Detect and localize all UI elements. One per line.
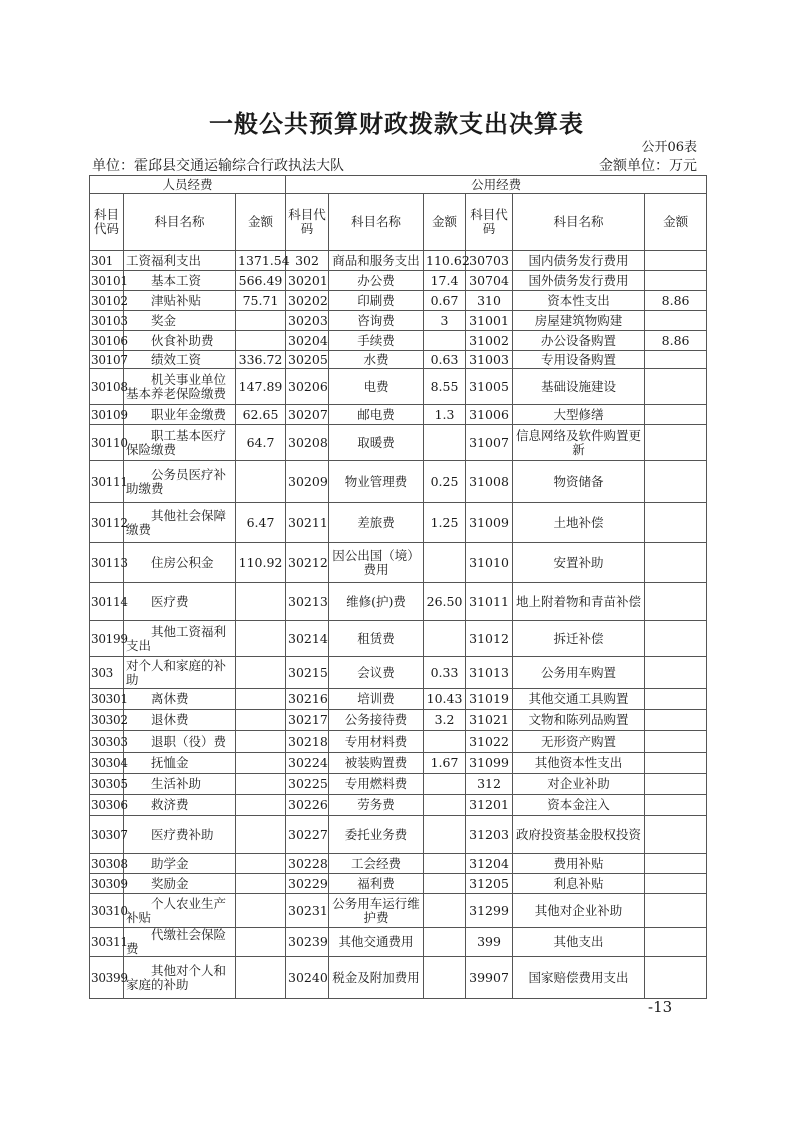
personnel-name: 助学金 — [124, 854, 236, 874]
capital-name: 专用设备购置 — [513, 351, 645, 369]
personnel-code: 30399 — [90, 957, 124, 999]
table-row — [90, 657, 707, 689]
personnel-amount: 1371.54 — [236, 251, 286, 271]
capital-code: 31299 — [466, 894, 513, 928]
personnel-amount: 147.89 — [236, 369, 286, 405]
public-amount — [424, 816, 466, 854]
public-code: 30240 — [286, 957, 329, 999]
capital-name: 其他支出 — [513, 928, 645, 957]
personnel-name: 退休费 — [124, 710, 236, 731]
personnel-code: 30304 — [90, 753, 124, 774]
capital-name: 无形资产购置 — [513, 731, 645, 753]
public-code: 30224 — [286, 753, 329, 774]
public-name: 专用材料费 — [329, 731, 424, 753]
public-code: 30211 — [286, 503, 329, 543]
public-code: 30214 — [286, 621, 329, 657]
personnel-amount — [236, 461, 286, 503]
personnel-amount: 62.65 — [236, 405, 286, 425]
personnel-name: 职工基本医疗保险缴费 — [124, 425, 236, 461]
table-row — [90, 753, 707, 774]
personnel-amount: 110.92 — [236, 543, 286, 583]
capital-name: 费用补贴 — [513, 854, 645, 874]
capital-name: 公务用车购置 — [513, 657, 645, 689]
personnel-name: 奖励金 — [124, 874, 236, 894]
capital-code: 30703 — [466, 251, 513, 271]
personnel-code: 30199 — [90, 621, 124, 657]
capital-name: 办公设备购置 — [513, 331, 645, 351]
public-code: 30204 — [286, 331, 329, 351]
public-name: 委托业务费 — [329, 816, 424, 854]
capital-name: 安置补助 — [513, 543, 645, 583]
personnel-code: 30109 — [90, 405, 124, 425]
public-amount: 1.3 — [424, 405, 466, 425]
public-amount: 0.33 — [424, 657, 466, 689]
public-name: 福利费 — [329, 874, 424, 894]
personnel-amount: 336.72 — [236, 351, 286, 369]
personnel-name: 医疗费补助 — [124, 816, 236, 854]
personnel-code: 30110 — [90, 425, 124, 461]
capital-name: 房屋建筑物购建 — [513, 311, 645, 331]
personnel-code: 30311 — [90, 928, 124, 957]
public-name: 税金及附加费用 — [329, 957, 424, 999]
capital-code: 31003 — [466, 351, 513, 369]
public-amount — [424, 425, 466, 461]
table-row — [90, 928, 707, 957]
personnel-name: 奖金 — [124, 311, 236, 331]
capital-code: 31009 — [466, 503, 513, 543]
capital-amount — [645, 405, 707, 425]
group-header-personnel: 人员经费 — [90, 176, 286, 194]
capital-name: 政府投资基金股权投资 — [513, 816, 645, 854]
personnel-amount — [236, 657, 286, 689]
public-amount — [424, 874, 466, 894]
personnel-amount: 566.49 — [236, 271, 286, 291]
table-row — [90, 351, 707, 369]
public-code: 30205 — [286, 351, 329, 369]
col-header-code: 科目代码 — [90, 194, 124, 251]
col-header-amount: 金额 — [236, 194, 286, 251]
table-row — [90, 731, 707, 753]
capital-name: 信息网络及软件购置更新 — [513, 425, 645, 461]
personnel-name: 代缴社会保险费 — [124, 928, 236, 957]
public-code: 30229 — [286, 874, 329, 894]
personnel-code: 30305 — [90, 774, 124, 795]
public-amount — [424, 894, 466, 928]
table-row — [90, 854, 707, 874]
public-name: 专用燃料费 — [329, 774, 424, 795]
capital-code: 31001 — [466, 311, 513, 331]
capital-amount — [645, 753, 707, 774]
capital-amount — [645, 271, 707, 291]
capital-code: 31007 — [466, 425, 513, 461]
public-code: 30225 — [286, 774, 329, 795]
table-row — [90, 621, 707, 657]
table-row — [90, 710, 707, 731]
personnel-amount — [236, 731, 286, 753]
personnel-code: 30301 — [90, 689, 124, 710]
form-number: 公开06表 — [641, 140, 697, 155]
public-amount: 3 — [424, 311, 466, 331]
public-amount — [424, 774, 466, 795]
personnel-name: 绩效工资 — [124, 351, 236, 369]
personnel-amount — [236, 795, 286, 816]
capital-amount — [645, 425, 707, 461]
capital-code: 31204 — [466, 854, 513, 874]
capital-amount — [645, 710, 707, 731]
public-code: 30226 — [286, 795, 329, 816]
public-name: 商品和服务支出 — [329, 251, 424, 271]
table-row — [90, 425, 707, 461]
capital-name: 物资储备 — [513, 461, 645, 503]
table-row — [90, 957, 707, 999]
capital-code: 31099 — [466, 753, 513, 774]
capital-code: 310 — [466, 291, 513, 311]
personnel-code: 30310 — [90, 894, 124, 928]
capital-code: 31005 — [466, 369, 513, 405]
public-name: 印刷费 — [329, 291, 424, 311]
capital-name: 利息补贴 — [513, 874, 645, 894]
public-name: 培训费 — [329, 689, 424, 710]
capital-name: 土地补偿 — [513, 503, 645, 543]
table-row — [90, 503, 707, 543]
public-name: 电费 — [329, 369, 424, 405]
personnel-code: 30111 — [90, 461, 124, 503]
personnel-amount: 6.47 — [236, 503, 286, 543]
personnel-code: 30112 — [90, 503, 124, 543]
public-code: 30203 — [286, 311, 329, 331]
capital-amount — [645, 621, 707, 657]
personnel-name: 个人农业生产补贴 — [124, 894, 236, 928]
unit-label: 单位：霍邱县交通运输综合行政执法大队 — [92, 158, 344, 174]
personnel-code: 30102 — [90, 291, 124, 311]
public-name: 租赁费 — [329, 621, 424, 657]
public-code: 30231 — [286, 894, 329, 928]
col-header-amount: 金额 — [424, 194, 466, 251]
public-code: 30202 — [286, 291, 329, 311]
capital-code: 30704 — [466, 271, 513, 291]
capital-amount — [645, 369, 707, 405]
public-amount: 17.4 — [424, 271, 466, 291]
personnel-name: 公务员医疗补助缴费 — [124, 461, 236, 503]
col-header-code: 科目代码 — [286, 194, 329, 251]
table-row — [90, 774, 707, 795]
capital-amount — [645, 874, 707, 894]
personnel-code: 30103 — [90, 311, 124, 331]
capital-code: 31203 — [466, 816, 513, 854]
personnel-code: 30107 — [91, 352, 128, 367]
public-name: 维修(护)费 — [329, 583, 424, 621]
capital-name: 国家赔偿费用支出 — [513, 957, 645, 999]
public-name: 办公费 — [329, 271, 424, 291]
personnel-amount — [236, 874, 286, 894]
capital-amount — [645, 894, 707, 928]
table-row — [90, 405, 707, 425]
public-name: 劳务费 — [329, 795, 424, 816]
table-row — [90, 816, 707, 854]
personnel-amount — [236, 816, 286, 854]
public-amount — [424, 731, 466, 753]
capital-code: 31006 — [466, 405, 513, 425]
public-code: 30209 — [286, 461, 329, 503]
capital-amount — [645, 774, 707, 795]
public-amount — [424, 795, 466, 816]
personnel-amount — [236, 311, 286, 331]
personnel-name: 其他社会保障缴费 — [124, 503, 236, 543]
public-name: 其他交通费用 — [329, 928, 424, 957]
col-header-code: 科目代码 — [466, 194, 513, 251]
personnel-amount — [236, 753, 286, 774]
personnel-code: 30106 — [90, 331, 124, 351]
personnel-amount: 75.71 — [236, 291, 286, 311]
table-row — [90, 874, 707, 894]
public-code: 30217 — [286, 710, 329, 731]
capital-code: 31019 — [466, 689, 513, 710]
public-amount: 110.62 — [424, 251, 466, 271]
capital-name: 对企业补助 — [513, 774, 645, 795]
personnel-amount — [236, 928, 286, 957]
capital-code: 31012 — [466, 621, 513, 657]
personnel-amount — [236, 854, 286, 874]
capital-amount: 8.86 — [645, 331, 707, 351]
public-code: 30201 — [286, 271, 329, 291]
personnel-amount — [236, 621, 286, 657]
personnel-name: 其他工资福利支出 — [124, 621, 236, 657]
table-row — [90, 689, 707, 710]
public-name: 因公出国（境）费用 — [329, 543, 424, 583]
capital-name: 资本性支出 — [513, 291, 645, 311]
personnel-amount — [236, 957, 286, 999]
public-code: 30206 — [286, 369, 329, 405]
personnel-code: 30308 — [90, 854, 124, 874]
personnel-code: 30113 — [90, 543, 124, 583]
public-amount: 3.2 — [424, 710, 466, 731]
col-header-amount: 金额 — [645, 194, 707, 251]
public-code: 30212 — [286, 543, 329, 583]
personnel-name: 工资福利支出 — [124, 251, 236, 271]
col-header-name: 科目名称 — [513, 194, 645, 251]
personnel-amount — [236, 583, 286, 621]
personnel-code: 30306 — [90, 795, 124, 816]
public-name: 被装购置费 — [329, 753, 424, 774]
capital-code: 31008 — [466, 461, 513, 503]
page-title: 一般公共预算财政拨款支出决算表 — [209, 110, 584, 138]
personnel-name: 住房公积金 — [124, 543, 236, 583]
capital-amount — [645, 795, 707, 816]
personnel-amount — [236, 894, 286, 928]
capital-amount — [645, 583, 707, 621]
capital-code: 31021 — [466, 710, 513, 731]
personnel-code: 30302 — [90, 710, 124, 731]
public-amount — [424, 854, 466, 874]
public-code: 302 — [286, 251, 329, 271]
public-amount — [424, 543, 466, 583]
table-row — [90, 369, 707, 405]
capital-name: 国外债务发行费用 — [513, 271, 645, 291]
table-row — [90, 583, 707, 621]
table-row — [90, 311, 707, 331]
public-amount: 0.63 — [424, 351, 466, 369]
capital-amount — [645, 461, 707, 503]
capital-amount — [645, 816, 707, 854]
personnel-code: 30309 — [90, 874, 124, 894]
public-name: 差旅费 — [329, 503, 424, 543]
capital-code: 31201 — [466, 795, 513, 816]
money-unit-label: 金额单位：万元 — [599, 158, 697, 174]
public-code: 30216 — [286, 689, 329, 710]
public-code: 30218 — [286, 731, 329, 753]
capital-code: 31002 — [466, 331, 513, 351]
personnel-name: 津贴补贴 — [124, 291, 236, 311]
capital-name: 国内债务发行费用 — [513, 251, 645, 271]
public-name: 咨询费 — [329, 311, 424, 331]
public-code: 30239 — [286, 928, 329, 957]
personnel-name: 伙食补助费 — [124, 331, 236, 351]
capital-amount — [645, 503, 707, 543]
group-header-row — [90, 176, 707, 194]
group-header-public: 公用经费 — [286, 176, 707, 194]
capital-amount — [645, 731, 707, 753]
personnel-name: 职业年金缴费 — [124, 405, 236, 425]
public-amount: 0.25 — [424, 461, 466, 503]
public-code: 30215 — [286, 657, 329, 689]
table-row — [90, 251, 707, 271]
capital-amount — [645, 689, 707, 710]
capital-code: 31011 — [466, 583, 513, 621]
public-name: 手续费 — [329, 331, 424, 351]
public-code: 30208 — [286, 425, 329, 461]
table-row — [90, 461, 707, 503]
capital-code: 31010 — [466, 543, 513, 583]
personnel-code: 303 — [90, 657, 124, 689]
public-code: 30227 — [286, 816, 329, 854]
public-amount: 26.50 — [424, 583, 466, 621]
capital-amount: 8.86 — [645, 291, 707, 311]
capital-amount — [645, 957, 707, 999]
personnel-amount — [236, 689, 286, 710]
personnel-name: 离休费 — [124, 689, 236, 710]
personnel-name: 机关事业单位基本养老保险缴费 — [124, 369, 236, 405]
personnel-name: 其他对个人和家庭的补助 — [124, 957, 236, 999]
public-name: 公务用车运行维护费 — [329, 894, 424, 928]
public-name: 物业管理费 — [329, 461, 424, 503]
col-header-name: 科目名称 — [124, 194, 236, 251]
capital-name: 大型修缮 — [513, 405, 645, 425]
public-amount — [424, 331, 466, 351]
personnel-amount — [236, 331, 286, 351]
public-amount: 8.55 — [424, 369, 466, 405]
personnel-name: 退职（役）费 — [124, 731, 236, 753]
personnel-name: 救济费 — [124, 795, 236, 816]
capital-code: 31205 — [466, 874, 513, 894]
public-amount — [424, 957, 466, 999]
personnel-code: 30108 — [90, 369, 124, 405]
personnel-name: 医疗费 — [124, 583, 236, 621]
capital-amount — [645, 928, 707, 957]
personnel-name: 生活补助 — [124, 774, 236, 795]
public-amount: 1.67 — [424, 753, 466, 774]
personnel-name: 基本工资 — [124, 271, 236, 291]
capital-code: 399 — [466, 928, 513, 957]
personnel-code: 30101 — [90, 271, 124, 291]
expenditure-table — [89, 175, 707, 999]
capital-name: 其他资本性支出 — [513, 753, 645, 774]
table-row — [90, 331, 707, 351]
table-row — [90, 894, 707, 928]
capital-name: 其他交通工具购置 — [513, 689, 645, 710]
column-header-row — [90, 194, 707, 251]
personnel-code: 301 — [90, 251, 124, 271]
public-name: 会议费 — [329, 657, 424, 689]
public-amount — [424, 621, 466, 657]
personnel-code: 30307 — [90, 816, 124, 854]
capital-amount — [645, 543, 707, 583]
capital-name: 文物和陈列品购置 — [513, 710, 645, 731]
public-amount: 0.67 — [424, 291, 466, 311]
public-code: 30213 — [286, 583, 329, 621]
capital-code: 312 — [466, 774, 513, 795]
capital-code: 31013 — [466, 657, 513, 689]
public-code: 30228 — [286, 854, 329, 874]
personnel-code: 30303 — [90, 731, 124, 753]
capital-name: 拆迁补偿 — [513, 621, 645, 657]
table-row — [90, 291, 707, 311]
public-code: 30207 — [286, 405, 329, 425]
table-row — [90, 543, 707, 583]
capital-amount — [645, 657, 707, 689]
personnel-code: 30114 — [90, 583, 124, 621]
public-name: 水费 — [329, 351, 424, 369]
page-number: -13 — [648, 998, 673, 1016]
public-name: 邮电费 — [329, 405, 424, 425]
capital-name: 其他对企业补助 — [513, 894, 645, 928]
table-row — [90, 271, 707, 291]
personnel-amount: 64.7 — [236, 425, 286, 461]
table-row — [90, 795, 707, 816]
capital-code: 31022 — [466, 731, 513, 753]
personnel-name: 对个人和家庭的补助 — [124, 657, 236, 689]
capital-amount — [645, 351, 707, 369]
personnel-amount — [236, 710, 286, 731]
capital-name: 资本金注入 — [513, 795, 645, 816]
capital-code: 39907 — [466, 957, 513, 999]
capital-amount — [645, 854, 707, 874]
public-amount: 1.25 — [424, 503, 466, 543]
public-name: 取暖费 — [329, 425, 424, 461]
capital-name: 基础设施建设 — [513, 369, 645, 405]
public-amount — [424, 928, 466, 957]
capital-name: 地上附着物和青苗补偿 — [513, 583, 645, 621]
capital-amount — [645, 311, 707, 331]
personnel-amount — [236, 774, 286, 795]
personnel-name: 抚恤金 — [124, 753, 236, 774]
capital-amount — [645, 251, 707, 271]
public-name: 工会经费 — [329, 854, 424, 874]
public-name: 公务接待费 — [329, 710, 424, 731]
public-amount: 10.43 — [424, 689, 466, 710]
col-header-name: 科目名称 — [329, 194, 424, 251]
